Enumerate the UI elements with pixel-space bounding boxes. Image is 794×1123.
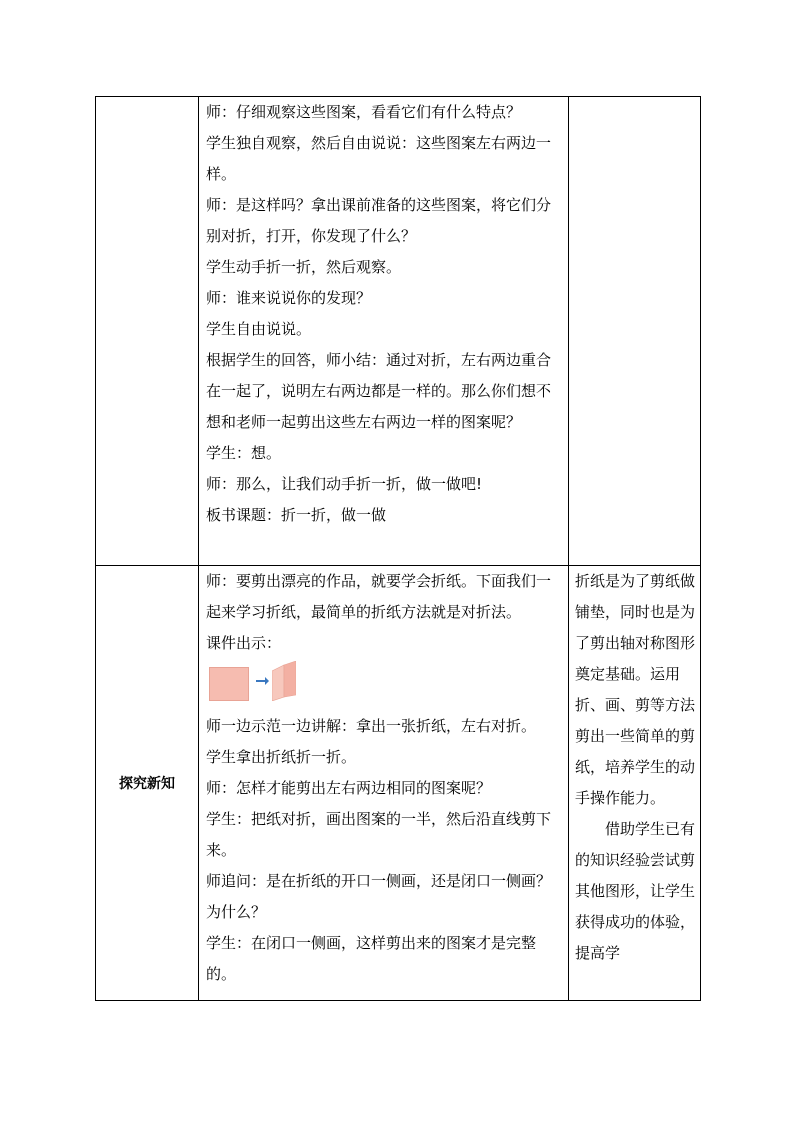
paragraph: 学生自由说说。 <box>206 320 312 338</box>
note-cell <box>569 97 701 566</box>
paragraph: 学生：在闭口一侧画，这样剪出来的图案才是完整的。 <box>206 934 537 983</box>
paragraph: 师：怎样才能剪出左右两边相同的图案呢？ <box>206 779 492 797</box>
table-row <box>96 566 701 1001</box>
paragraph: 学生：把纸对折，画出图案的一半，然后沿直线剪下来。 <box>206 810 552 859</box>
folded-paper-icon <box>272 661 296 701</box>
paragraph: 学生动手折一折，然后观察。 <box>206 258 402 276</box>
paragraph: 师：那么，让我们动手折一折，做一做吧! <box>206 475 483 493</box>
paragraph: 学生独自观察，然后自由说说：这些图案左右两边一样。 <box>206 134 552 183</box>
paper-fold-illustration <box>206 661 562 705</box>
content-cell <box>199 97 569 566</box>
lesson-plan-table <box>95 96 701 1001</box>
paragraph: 师一边示范一边讲解：拿出一张折纸，左右对折。 <box>206 717 537 735</box>
arrow-right-icon <box>256 680 266 682</box>
paragraph: 师：谁来说说你的发现？ <box>206 289 372 307</box>
paragraph: 板书课题：折一折，做一做 <box>206 506 387 524</box>
section-label-cell: 探究新知 <box>96 566 199 1001</box>
flat-paper-icon <box>209 667 249 701</box>
paragraph: 师：仔细观察这些图案，看看它们有什么特点？ <box>206 103 522 121</box>
note-paragraph: 借助学生已有的知识经验尝试剪其他图形，让学生获得成功的体验，提高学 <box>575 820 696 962</box>
paragraph: 根据学生的回答，师小结：通过对折，左右两边重合在一起了，说明左右两边都是一样的。那么你们想不想和老师一起剪出这些左右两边一样的图案呢？ <box>206 351 552 431</box>
section-label-cell <box>96 97 199 566</box>
table-row <box>96 97 701 566</box>
paragraph: 课件出示： <box>206 634 282 652</box>
note-paragraph: 折纸是为了剪纸做铺垫，同时也是为了剪出轴对称图形奠定基础。运用折、画、剪等方法剪出一些简单的剪纸，培养学生的动手操作能力。 <box>575 572 696 807</box>
paragraph: 师：要剪出漂亮的作品，就要学会折纸。下面我们一起来学习折纸，最简单的折纸方法就是对折法。 <box>206 572 552 621</box>
paragraph: 学生拿出折纸折一折。 <box>206 748 357 766</box>
note-cell <box>569 566 701 1001</box>
paragraph: 学生：想。 <box>206 444 282 462</box>
paragraph: 师：是这样吗？拿出课前准备的这些图案，将它们分别对折，打开，你发现了什么？ <box>206 196 552 245</box>
content-cell <box>199 566 569 1001</box>
paragraph: 师追问：是在折纸的开口一侧画，还是闭口一侧画？为什么？ <box>206 872 552 921</box>
